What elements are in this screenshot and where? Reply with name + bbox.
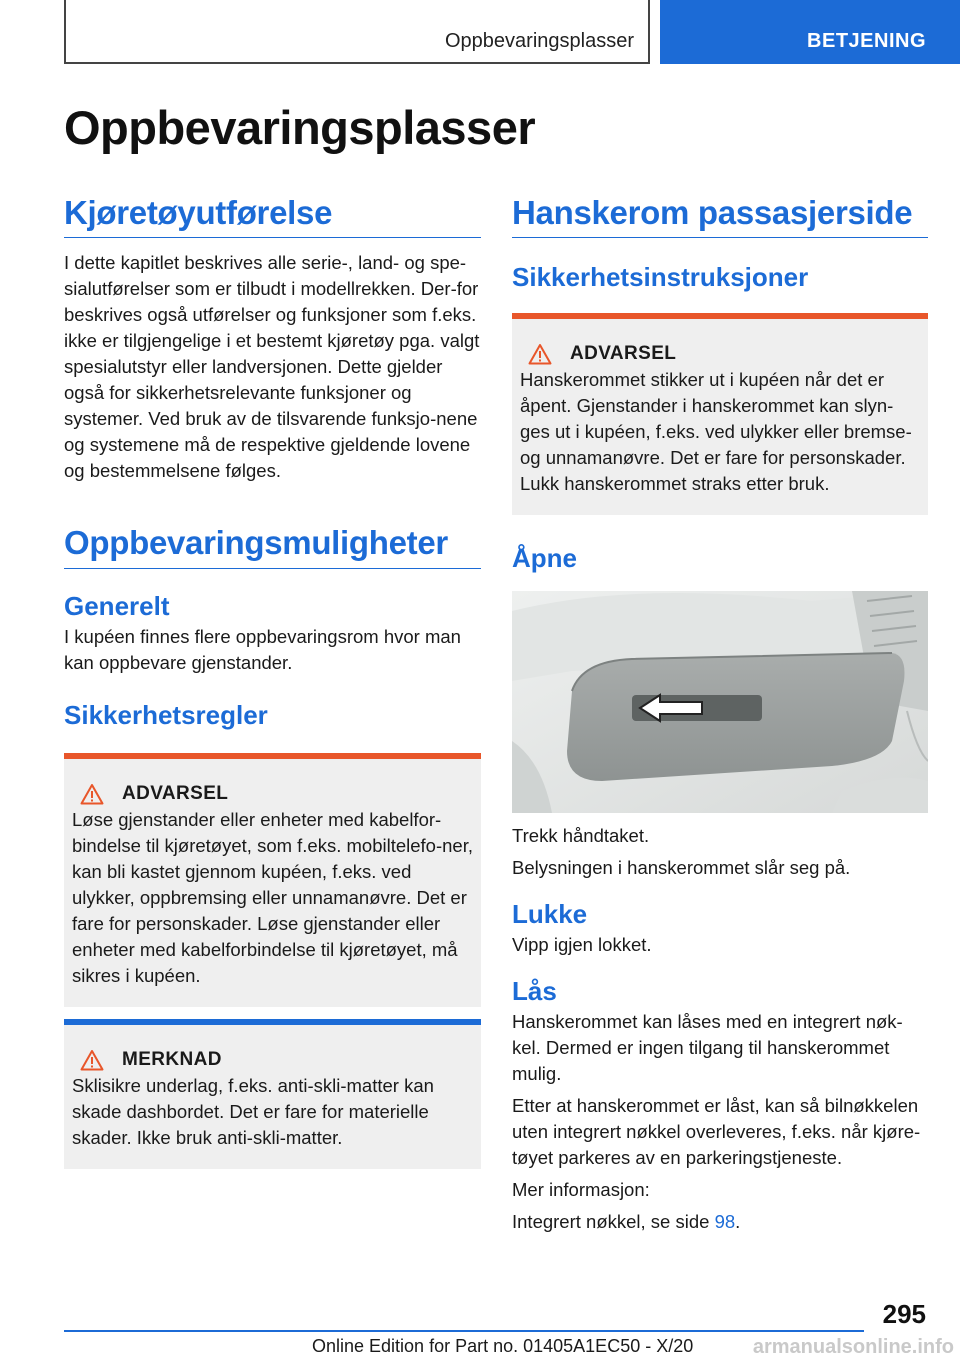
header-chapter-title: BETJENING — [807, 30, 926, 52]
paragraph-open-2: Belysningen i hanskerommet slår seg på. — [512, 856, 851, 878]
heading-safety-instructions: Sikkerhetsinstruksjoner — [512, 262, 809, 293]
reference-text: Integrert nøkkel, se side — [512, 1211, 715, 1232]
glovebox-photo — [512, 591, 928, 813]
note-box — [64, 1019, 481, 1169]
glovebox-warning-text: Hanskerommet stikker ut i kupéen når det er åpent. Gjenstander i hanskerommet kan slyn-ges ut i kupéen, f.eks. ved ulykker eller bremse- og unnamanøvre. Det er fare for personskader. Lukk hanskerommet straks etter bruk. — [520, 369, 912, 495]
paragraph-open-1: Trekk håndtaket. — [512, 824, 650, 846]
footer-edition: Online Edition for Part no. 01405A1EC50 - X/20 — [312, 1336, 694, 1356]
reference-end: . — [735, 1211, 741, 1232]
left-column — [64, 190, 481, 1169]
watermark: armanualsonline.info — [752, 1336, 954, 1358]
warning-triangle-icon — [80, 783, 104, 805]
glovebox-warning-box — [512, 313, 928, 515]
paragraph-close: Vipp igjen lokket. — [512, 933, 652, 955]
heading-vehicle-version: Kjøretøyutførelse — [64, 192, 481, 238]
warning-text: Løse gjenstander eller enheter med kabelfor-bindelse til kjøretøyet, som f.eks. mobiltelefo-ner, kan bli kastet gjennom kupéen, f.eks. ved ulykker, oppbremsing eller unnamanøvre. Det er fare for personskader. Løse gjenstander eller enheter med kabelforbindelse til kjøretøyet, må sikres i kupéen. — [72, 808, 473, 986]
warning-title: ADVARSEL — [122, 782, 229, 804]
glovebox-warning-title: ADVARSEL — [570, 343, 677, 365]
header-section-title: Oppbevaringsplasser — [445, 30, 634, 52]
note-text: Sklisikre underlag, f.eks. anti-skli-matter kan skade dashbordet. Det er fare for materielle skader. Ikke bruk anti-skli-matter. — [72, 1074, 434, 1148]
paragraph-general: I kupéen finnes flere oppbevaringsrom hvor man kan oppbevare gjenstander. — [64, 625, 461, 673]
warning-box — [64, 753, 481, 1007]
note-triangle-icon — [80, 1049, 104, 1071]
heading-open: Åpne — [512, 543, 577, 574]
right-column — [512, 190, 928, 1235]
heading-glovebox: Hanskerom passasjerside — [512, 192, 928, 238]
heading-storage-options: Oppbevaringsmuligheter — [64, 522, 481, 568]
header-chapter-box — [660, 0, 960, 64]
paragraph-lock-1: Hanskerommet kan låses med en integrert nøk-kel. Dermed er ingen tilgang til hanskerommet mulig. — [512, 1011, 903, 1084]
header-section-box — [64, 0, 650, 64]
heading-close: Lukke — [512, 898, 588, 929]
paragraph-reference — [512, 1209, 928, 1235]
footer-rule — [64, 1330, 864, 1332]
paragraph-vehicle-version: I dette kapitlet beskrives alle serie-, land- og spe-sialutførelser som er tilbudt i modellrekken. Der-for beskrives også utførelser og funksjoner som f.eks. ikke er tilgjengelige i et bestemt kjøretøy pga. valgt spesialutstyr eller landversjonen. Dette gjelder også for sikkerhetsrelevante funksjoner og systemer. Ved bruk av de tilsvarende funksjo-nene og systemene må de respektive gjeldende lovene og bestemmelsene følges. — [64, 252, 480, 482]
paragraph-more-info: Mer informasjon: — [512, 1179, 650, 1200]
note-title: MERKNAD — [122, 1048, 222, 1070]
page-number: 295 — [882, 1299, 926, 1329]
glovebox-illustration — [512, 591, 928, 813]
page-title: Oppbevaringsplasser — [64, 101, 536, 154]
heading-general: Generelt — [64, 590, 170, 621]
heading-lock: Lås — [512, 975, 557, 1006]
page-reference-link[interactable]: 98 — [714, 1211, 736, 1232]
warning-triangle-icon — [528, 343, 552, 365]
paragraph-lock-2: Etter at hanskerommet er låst, kan så bilnøkkelen uten integrert nøkkel overleveres, f.eks. når kjøre-tøyet parkeres av en parkeringstjeneste. — [512, 1095, 921, 1168]
heading-safety-rules: Sikkerhetsregler — [64, 699, 268, 730]
